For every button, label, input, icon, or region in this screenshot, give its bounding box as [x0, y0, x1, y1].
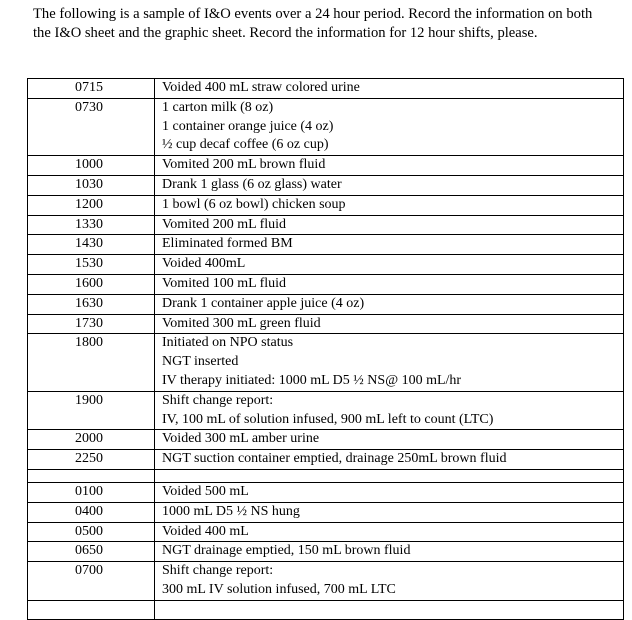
event-time: 0700 — [28, 562, 155, 601]
event-description — [155, 391, 624, 430]
event-time: 2000 — [28, 430, 155, 450]
event-description — [155, 502, 624, 522]
table-row — [28, 502, 624, 522]
event-line: Voided 400 mL — [162, 523, 249, 539]
event-line: IV therapy initiated: 1000 mL D5 ½ NS@ 100 mL/hr — [162, 372, 462, 388]
event-time: 0400 — [28, 502, 155, 522]
io-events-body — [28, 79, 624, 620]
table-row — [28, 79, 624, 99]
io-events-table — [27, 78, 624, 620]
event-description — [155, 156, 624, 176]
event-line: Initiated on NPO status — [162, 335, 294, 351]
event-line: Vomited 100 mL fluid — [162, 275, 287, 291]
event-time: 2250 — [28, 450, 155, 470]
event-time: 1030 — [28, 175, 155, 195]
event-line: Vomited 300 mL green fluid — [162, 315, 321, 331]
event-line: NGT inserted — [162, 354, 239, 370]
event-line: 1000 mL D5 ½ NS hung — [162, 503, 300, 519]
table-row — [28, 235, 624, 255]
event-time: 1430 — [28, 235, 155, 255]
event-line: 1 container orange juice (4 oz) — [162, 118, 334, 134]
table-row — [28, 274, 624, 294]
event-description — [155, 195, 624, 215]
blank-cell — [28, 469, 155, 482]
blank-row — [28, 600, 624, 619]
event-description — [155, 79, 624, 99]
table-row — [28, 562, 624, 601]
table-row — [28, 98, 624, 155]
event-line: Drank 1 container apple juice (4 oz) — [162, 295, 365, 311]
event-time: 1000 — [28, 156, 155, 176]
event-line: IV, 100 mL of solution infused, 900 mL left to count (LTC) — [162, 411, 494, 427]
event-line: Drank 1 glass (6 oz glass) water — [162, 176, 342, 192]
event-time: 0100 — [28, 482, 155, 502]
table-row — [28, 195, 624, 215]
table-row — [28, 334, 624, 391]
event-description — [155, 522, 624, 542]
event-time: 1600 — [28, 274, 155, 294]
event-line: 1 bowl (6 oz bowl) chicken soup — [162, 196, 346, 212]
event-line: Eliminated formed BM — [162, 236, 293, 252]
event-description — [155, 235, 624, 255]
table-row — [28, 156, 624, 176]
event-description — [155, 334, 624, 391]
event-time: 0715 — [28, 79, 155, 99]
blank-cell — [155, 469, 624, 482]
event-line: Vomited 200 mL fluid — [162, 216, 287, 232]
event-description — [155, 175, 624, 195]
event-line: ½ cup decaf coffee (6 oz cup) — [162, 137, 329, 153]
event-description — [155, 255, 624, 275]
event-time: 1630 — [28, 294, 155, 314]
event-time: 1800 — [28, 334, 155, 391]
event-time: 1200 — [28, 195, 155, 215]
table-row — [28, 391, 624, 430]
event-line: NGT suction container emptied, drainage 250mL brown fluid — [162, 451, 507, 467]
event-description — [155, 294, 624, 314]
event-description — [155, 482, 624, 502]
table-row — [28, 522, 624, 542]
event-time: 1900 — [28, 391, 155, 430]
event-line: Voided 400mL — [162, 256, 246, 272]
event-description — [155, 562, 624, 601]
event-description — [155, 98, 624, 155]
table-row — [28, 314, 624, 334]
event-time: 0650 — [28, 542, 155, 562]
event-description — [155, 542, 624, 562]
event-time: 1330 — [28, 215, 155, 235]
event-description — [155, 430, 624, 450]
event-line: NGT drainage emptied, 150 mL brown fluid — [162, 543, 411, 559]
event-line: Vomited 200 mL brown fluid — [162, 157, 326, 173]
event-line: Shift change report: — [162, 563, 274, 579]
event-time: 1730 — [28, 314, 155, 334]
event-line: Voided 400 mL straw colored urine — [162, 80, 360, 95]
event-description — [155, 450, 624, 470]
blank-row — [28, 469, 624, 482]
table-row — [28, 450, 624, 470]
table-row — [28, 215, 624, 235]
blank-cell — [155, 600, 624, 619]
table-row — [28, 430, 624, 450]
table-row — [28, 542, 624, 562]
table-row — [28, 294, 624, 314]
event-time: 1530 — [28, 255, 155, 275]
event-description — [155, 215, 624, 235]
event-line: Voided 300 mL amber urine — [162, 431, 320, 447]
blank-cell — [28, 600, 155, 619]
event-line: Shift change report: — [162, 392, 274, 408]
event-line: 300 mL IV solution infused, 700 mL LTC — [162, 581, 396, 597]
event-description — [155, 274, 624, 294]
event-time: 0730 — [28, 98, 155, 155]
event-time: 0500 — [28, 522, 155, 542]
event-line: Voided 500 mL — [162, 483, 249, 499]
instructions-paragraph: The following is a sample of I&O events over a 24 hour period. Record the information on both the I&O sheet and the graphic sheet. Record the information for 12 hour shifts, please. — [33, 6, 593, 41]
table-row — [28, 482, 624, 502]
event-description — [155, 314, 624, 334]
table-row — [28, 175, 624, 195]
table-row — [28, 255, 624, 275]
event-line: 1 carton milk (8 oz) — [162, 99, 274, 115]
